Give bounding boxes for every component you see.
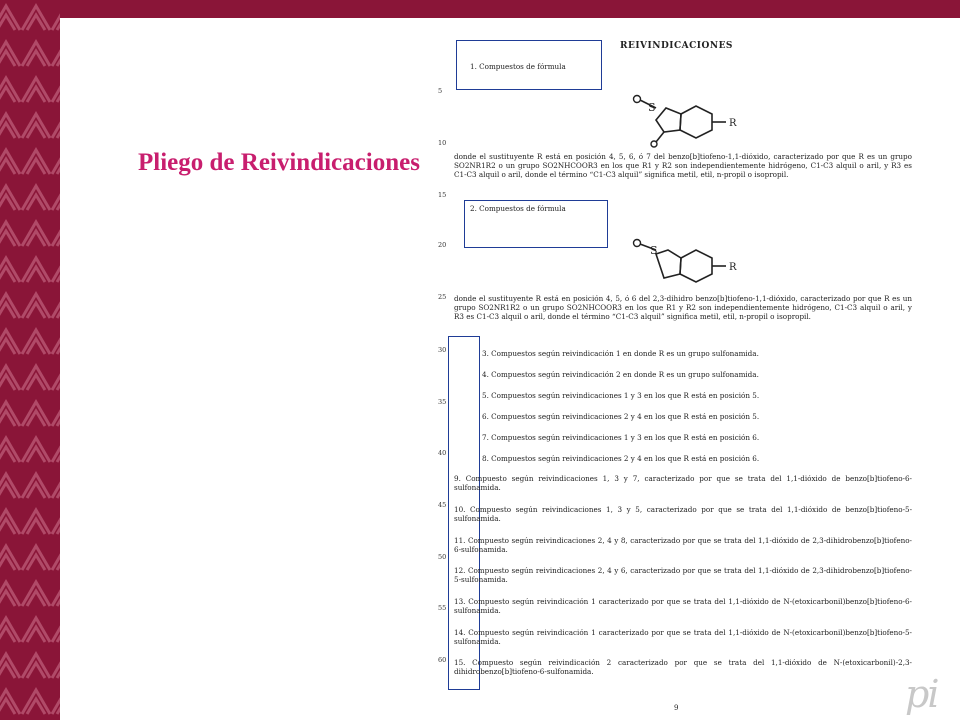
chevron-shape bbox=[22, 582, 50, 606]
chevron-shape bbox=[52, 114, 60, 138]
line-number: 50 bbox=[438, 553, 447, 561]
chevron-shape bbox=[52, 6, 60, 30]
claim-2-label: 2. Compuestos de fórmula bbox=[470, 204, 566, 213]
chevron-shape bbox=[52, 150, 60, 174]
document-heading: REIVINDICACIONES bbox=[620, 41, 733, 51]
chevron-shape bbox=[0, 42, 20, 66]
claim-7: 7. Compuestos según reivindicaciones 1 y 3 en los que R está en posición 6. bbox=[482, 433, 760, 442]
chevron-pattern bbox=[0, 0, 60, 720]
chevron-shape bbox=[52, 42, 60, 66]
svg-text:S: S bbox=[650, 244, 658, 257]
top-decorative-band bbox=[60, 0, 960, 18]
claim-15: 15. Compuesto según reivindicación 2 caracterizado por que se trata del 1,1-dióxido de N-(etoxicarbonil)-2,3-dihidrobenzo[b]tiofeno-6-sulfonamida. bbox=[454, 658, 912, 676]
claim-2-description: donde el sustituyente R está en posición 4, 5, ó 6 del 2,3-dihidro benzo[b]tiofeno-1,1-dióxido, caracterizado por que R es un grupo SO2NR1R2 o un grupo SO2NHCOOR3 en los que R1 y R2 son independientemente hidrógeno, C1-C3 alquil o aril, y R3 es C1-C3 alquil o aril, donde el término “C1-C3 alquil” significa metil, etil, n-propil o isopropil. bbox=[454, 294, 912, 321]
chevron-shape bbox=[22, 402, 50, 426]
line-number: 20 bbox=[438, 241, 447, 249]
chevron-shape bbox=[22, 78, 50, 102]
claim-3: 3. Compuestos según reivindicación 1 en donde R es un grupo sulfonamida. bbox=[482, 349, 759, 358]
chevron-shape bbox=[0, 222, 20, 246]
line-number: 15 bbox=[438, 191, 447, 199]
claim-12: 12. Compuesto según reivindicaciones 2, 4 y 6, caracterizado por que se trata del 1,1-dióxido de 2,3-dihidrobenzo[b]tiofeno-5-sulfonamida. bbox=[454, 566, 912, 584]
chevron-shape bbox=[52, 690, 60, 714]
chevron-shape bbox=[0, 582, 20, 606]
line-number: 30 bbox=[438, 346, 447, 354]
chevron-shape bbox=[22, 222, 50, 246]
chevron-shape bbox=[0, 654, 20, 678]
chevron-shape bbox=[0, 690, 20, 714]
chevron-shape bbox=[52, 654, 60, 678]
claim-10: 10. Compuesto según reivindicaciones 1, 3 y 5, caracterizado por que se trata del 1,1-dióxido de benzo[b]tiofeno-5-sulfonamida. bbox=[454, 505, 912, 523]
chevron-shape bbox=[52, 402, 60, 426]
chevron-shape bbox=[52, 366, 60, 390]
chevron-shape bbox=[22, 114, 50, 138]
chevron-shape bbox=[22, 42, 50, 66]
chevron-shape bbox=[0, 366, 20, 390]
chemical-structure-dihydrobenzothiophene-dioxide bbox=[626, 232, 776, 292]
chevron-shape bbox=[0, 294, 20, 318]
chevron-shape bbox=[22, 510, 50, 534]
line-number: 55 bbox=[438, 604, 447, 612]
patent-claims-document bbox=[430, 36, 920, 720]
claim-8: 8. Compuestos según reivindicaciones 2 y 4 en los que R está en posición 6. bbox=[482, 454, 760, 463]
line-number: 40 bbox=[438, 449, 447, 457]
claim-1-description: donde el sustituyente R está en posición 4, 5, 6, ó 7 del benzo[b]tiofeno-1,1-dióxido, caracterizado por que R es un grupo SO2NR1R2 o un grupo SO2NHCOOR3 en los que R1 y R2 son independientemente hidrógeno, C1-C3 alquil o aril, y R3 es C1-C3 alquil o aril, donde el término “C1-C3 alquil” significa metil, etil, n-propil o isopropil. bbox=[454, 152, 912, 179]
claim-4: 4. Compuestos según reivindicación 2 en donde R es un grupo sulfonamida. bbox=[482, 370, 759, 379]
brand-logo: pi bbox=[905, 672, 938, 716]
chevron-shape bbox=[52, 330, 60, 354]
claim-13: 13. Compuesto según reivindicación 1 caracterizado por que se trata del 1,1-dióxido de N-(etoxicarbonil)benzo[b]tiofeno-6-sulfonamida. bbox=[454, 597, 912, 615]
claim-1-label: 1. Compuestos de fórmula bbox=[470, 62, 566, 71]
chevron-shape bbox=[0, 402, 20, 426]
chevron-shape bbox=[22, 150, 50, 174]
chevron-shape bbox=[22, 438, 50, 462]
chevron-shape bbox=[52, 186, 60, 210]
claim-11: 11. Compuesto según reivindicaciones 2, 4 y 8, caracterizado por que se trata del 1,1-dióxido de 2,3-dihidrobenzo[b]tiofeno-6-sulfonamida. bbox=[454, 536, 912, 554]
chevron-shape bbox=[0, 6, 20, 30]
chevron-shape bbox=[22, 690, 50, 714]
chemical-structure-benzothiophene-dioxide bbox=[626, 88, 776, 148]
chevron-shape bbox=[22, 294, 50, 318]
chevron-shape bbox=[0, 186, 20, 210]
svg-text:S: S bbox=[648, 101, 656, 114]
chevron-shape bbox=[22, 6, 50, 30]
chevron-shape bbox=[52, 438, 60, 462]
chevron-shape bbox=[0, 546, 20, 570]
chevron-shape bbox=[22, 186, 50, 210]
substituent-label: R bbox=[729, 118, 737, 129]
chevron-shape bbox=[0, 150, 20, 174]
substituent-label: R bbox=[729, 262, 737, 273]
chevron-shape bbox=[0, 330, 20, 354]
claim-6: 6. Compuestos según reivindicaciones 2 y 4 en los que R está en posición 5. bbox=[482, 412, 760, 421]
left-decorative-band bbox=[0, 0, 60, 720]
chevron-shape bbox=[0, 510, 20, 534]
line-number: 45 bbox=[438, 501, 447, 509]
chevron-shape bbox=[22, 258, 50, 282]
chevron-shape bbox=[22, 330, 50, 354]
chevron-shape bbox=[52, 78, 60, 102]
chevron-shape bbox=[22, 366, 50, 390]
chevron-shape bbox=[52, 222, 60, 246]
chevron-shape bbox=[52, 474, 60, 498]
line-number: 35 bbox=[438, 398, 447, 406]
claim-14: 14. Compuesto según reivindicación 1 caracterizado por que se trata del 1,1-dióxido de N-(etoxicarbonil)benzo[b]tiofeno-5-sulfonamida. bbox=[454, 628, 912, 646]
chevron-shape bbox=[0, 114, 20, 138]
chevron-shape bbox=[52, 510, 60, 534]
chevron-shape bbox=[22, 618, 50, 642]
chevron-shape bbox=[52, 294, 60, 318]
chevron-shape bbox=[0, 438, 20, 462]
chevron-shape bbox=[52, 546, 60, 570]
chevron-shape bbox=[0, 474, 20, 498]
line-number: 5 bbox=[438, 87, 443, 95]
claim-9: 9. Compuesto según reivindicaciones 1, 3 y 7, caracterizado por que se trata del 1,1-dióxido de benzo[b]tiofeno-6-sulfonamida. bbox=[454, 474, 912, 492]
chevron-shape bbox=[52, 258, 60, 282]
chevron-shape bbox=[0, 258, 20, 282]
chevron-shape bbox=[22, 474, 50, 498]
chevron-shape bbox=[22, 654, 50, 678]
chevron-shape bbox=[0, 618, 20, 642]
page-number: 9 bbox=[674, 704, 679, 712]
chevron-shape bbox=[52, 618, 60, 642]
line-number: 60 bbox=[438, 656, 447, 664]
chevron-shape bbox=[22, 546, 50, 570]
claim-5: 5. Compuestos según reivindicaciones 1 y 3 en los que R está en posición 5. bbox=[482, 391, 760, 400]
chevron-shape bbox=[0, 78, 20, 102]
chevron-shape bbox=[52, 582, 60, 606]
line-number: 25 bbox=[438, 293, 447, 301]
slide-title: Pliego de Reivindicaciones bbox=[138, 149, 420, 176]
line-number: 10 bbox=[438, 139, 447, 147]
